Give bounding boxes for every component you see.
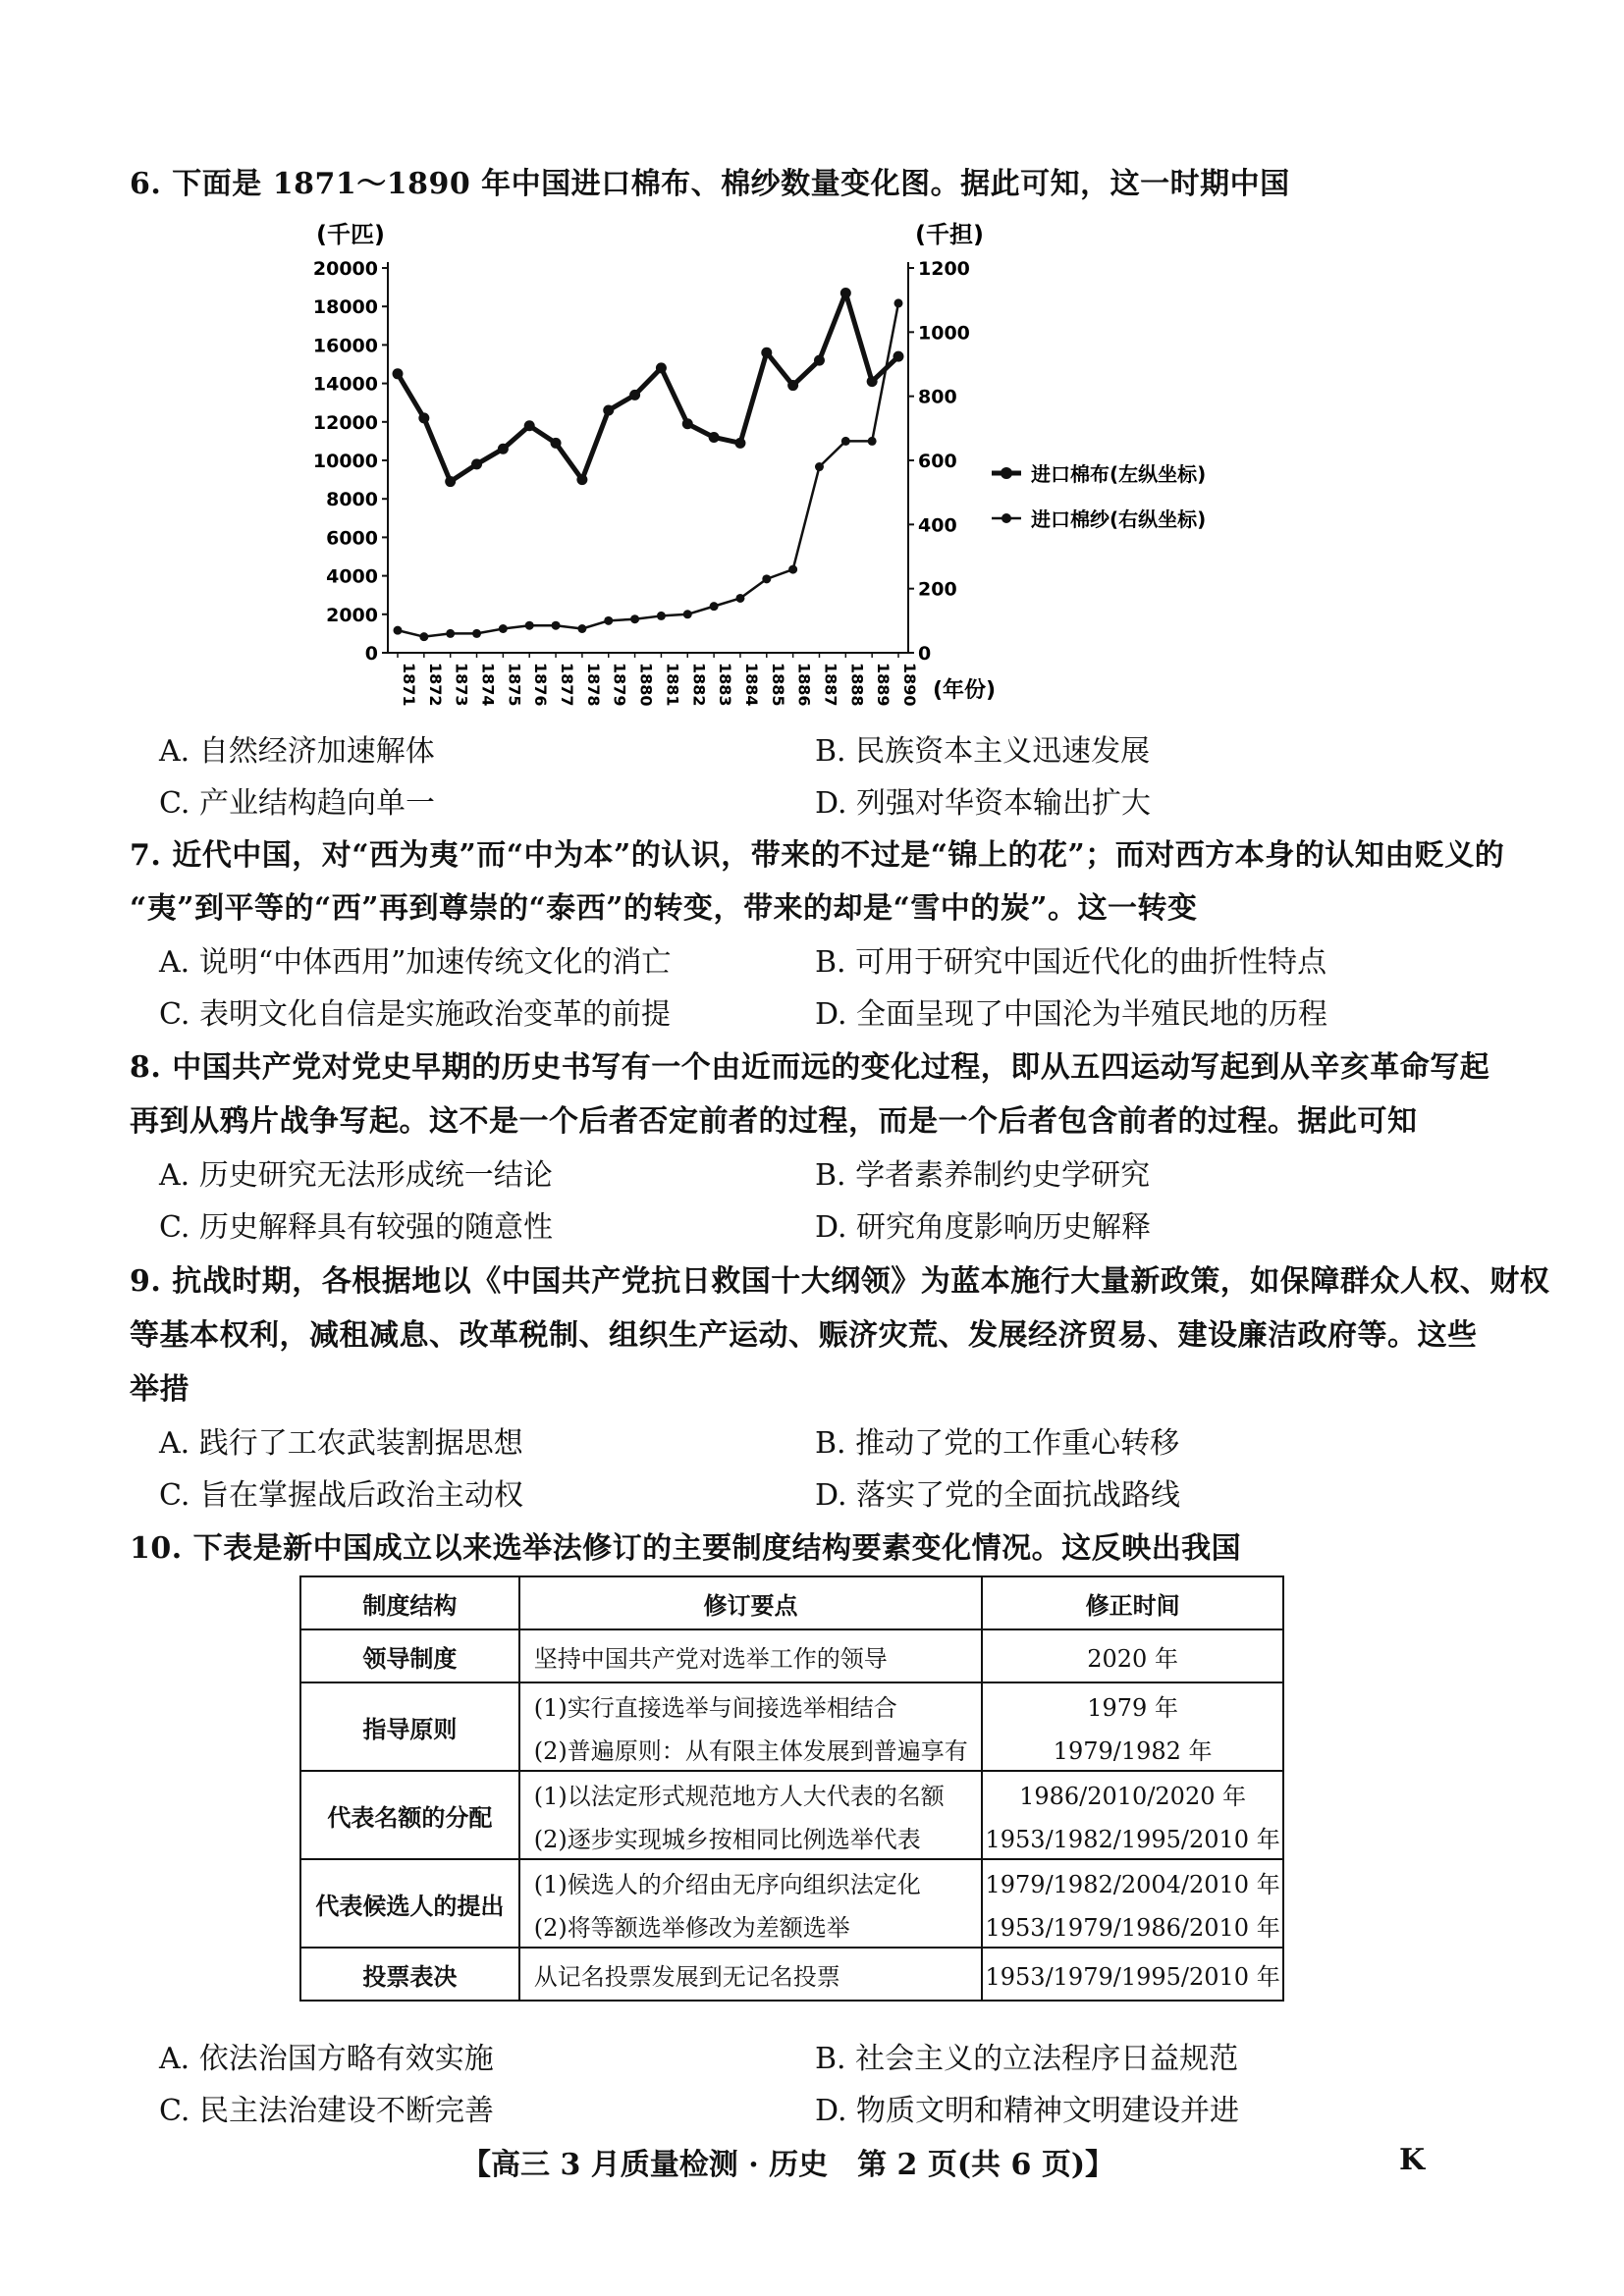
legend-label-cloth: 进口棉布(左纵坐标) — [1031, 462, 1207, 486]
page-footer: 【高三 3 月质量检测 · 历史 第 2 页(共 6 页)】 — [461, 2148, 1115, 2182]
row-point: (2)普遍原则：从有限主体发展到普遍享有 — [533, 1736, 968, 1765]
q9-stem-line-2: 等基本权利，减租减息、改革税制、组织生产运动、赈济灾荒、发展经济贸易、建设廉洁政府等。这些 — [130, 1318, 1478, 1353]
x-tick-label: 1879 — [610, 663, 629, 707]
q6-line-chart — [295, 211, 1276, 726]
x-tick-label: 1876 — [531, 663, 551, 707]
data-point-cloth — [840, 288, 851, 298]
x-tick-label: 1874 — [478, 663, 498, 707]
x-tick-label: 1887 — [821, 663, 840, 707]
data-point-cloth — [471, 458, 482, 469]
right-axis-unit: (千担) — [915, 221, 984, 248]
row-point: (1)以法定形式规范地方人大代表的名额 — [533, 1782, 945, 1810]
right-tick-label: 1000 — [918, 322, 970, 345]
x-tick-label: 1875 — [505, 663, 524, 707]
header-structure: 制度结构 — [300, 1576, 519, 1629]
legend-label-yarn: 进口棉纱(右纵坐标) — [1031, 507, 1207, 531]
x-tick-label: 1873 — [452, 663, 471, 707]
data-point-cloth — [709, 432, 720, 443]
data-point-cloth — [498, 444, 509, 454]
q7-stem-line-1: 7. 近代中国，对“西为夷”而“中为本”的认识，带来的不过是“锦上的花”；而对西方本身的认知由贬义的 — [130, 838, 1505, 873]
data-point-cloth — [524, 420, 535, 431]
data-point-cloth — [734, 438, 745, 449]
q9-option-c[interactable]: C. 旨在掌握战后政治主动权 — [159, 1478, 523, 1513]
x-tick-label: 1880 — [636, 663, 656, 707]
q9-stem-line-3: 举措 — [130, 1372, 189, 1407]
data-point-yarn — [446, 629, 455, 638]
row-point: (2)逐步实现城乡按相同比例选举代表 — [533, 1825, 921, 1853]
x-tick-label: 1878 — [583, 663, 603, 707]
x-tick-label: 1872 — [425, 663, 445, 707]
q6-option-c[interactable]: C. 产业结构趋向单一 — [159, 786, 435, 821]
x-tick-label: 1881 — [663, 663, 682, 707]
data-point-cloth — [418, 412, 429, 423]
x-tick-label: 1890 — [900, 663, 919, 707]
row-point: (1)实行直接选举与间接选举相结合 — [533, 1693, 897, 1722]
data-point-yarn — [868, 437, 877, 446]
x-tick-label: 1885 — [768, 663, 787, 707]
row-time: 1953/1979/1995/2010 年 — [985, 1962, 1280, 1991]
table-header-row — [300, 1576, 1283, 1629]
q7-option-b[interactable]: B. 可用于研究中国近代化的曲折性特点 — [815, 945, 1327, 980]
left-tick-label: 10000 — [312, 451, 378, 472]
data-point-cloth — [682, 418, 693, 429]
data-point-cloth — [576, 474, 587, 485]
data-point-yarn — [525, 621, 534, 630]
election-law-table — [299, 1575, 1284, 2002]
q8-option-a[interactable]: A. 历史研究无法形成统一结论 — [159, 1158, 553, 1193]
right-tick-label: 800 — [918, 386, 957, 408]
q8-option-b[interactable]: B. 学者素养制约史学研究 — [815, 1158, 1151, 1193]
x-tick-label: 1884 — [741, 663, 761, 707]
right-tick-label: 400 — [918, 514, 957, 537]
data-point-yarn — [472, 629, 481, 638]
q8-stem-line-2: 再到从鸦片战争写起。这不是一个后者否定前者的过程，而是一个后者包含前者的过程。据此可知 — [130, 1104, 1418, 1139]
data-point-yarn — [710, 602, 719, 611]
left-tick-label: 12000 — [312, 411, 378, 434]
q7-option-c[interactable]: C. 表明文化自信是实施政治变革的前提 — [159, 997, 671, 1032]
data-point-yarn — [683, 610, 692, 618]
row-point: (2)将等额选举修改为差额选举 — [533, 1913, 850, 1942]
q7-stem-line-2: “夷”到平等的“西”再到尊崇的“泰西”的转变，带来的却是“雪中的炭”。这一转变 — [130, 891, 1198, 926]
table-row — [300, 1948, 1283, 2001]
data-point-yarn — [894, 298, 903, 307]
x-tick-label: 1883 — [716, 663, 735, 707]
right-tick-label: 200 — [918, 578, 957, 601]
data-point-yarn — [657, 612, 666, 620]
x-tick-label: 1882 — [689, 663, 709, 707]
legend-marker-cloth — [1001, 467, 1012, 479]
data-point-yarn — [762, 574, 771, 583]
row-structure: 代表候选人的提出 — [300, 1859, 519, 1948]
data-point-yarn — [841, 437, 850, 446]
table-row — [300, 1682, 1283, 1771]
header-time: 修正时间 — [982, 1576, 1283, 1629]
q10-option-b[interactable]: B. 社会主义的立法程序日益规范 — [815, 2042, 1239, 2076]
series-line-cloth — [398, 293, 898, 481]
q7-option-a[interactable]: A. 说明“中体西用”加速传统文化的消亡 — [159, 945, 672, 980]
q10-option-d[interactable]: D. 物质文明和精神文明建设并进 — [815, 2094, 1240, 2128]
row-time: 1979/1982/2004/2010 年 — [985, 1870, 1280, 1898]
row-structure: 投票表决 — [300, 1948, 519, 2001]
legend-marker-yarn — [1001, 513, 1011, 523]
data-point-cloth — [393, 368, 404, 379]
row-time: 1979 年 — [1087, 1693, 1178, 1722]
data-point-cloth — [761, 347, 772, 358]
data-point-cloth — [629, 390, 640, 400]
left-axis-unit: (千匹) — [316, 221, 385, 248]
row-point: (1)候选人的介绍由无序向组织法定化 — [533, 1870, 921, 1898]
x-tick-label: 1877 — [558, 663, 577, 707]
page-corner-mark: K — [1399, 2143, 1426, 2177]
left-tick-label: 4000 — [326, 565, 378, 588]
q9-option-a[interactable]: A. 践行了工农武装割据思想 — [159, 1426, 523, 1461]
row-point: 坚持中国共产党对选举工作的领导 — [533, 1644, 888, 1673]
data-point-yarn — [394, 626, 403, 635]
q9-option-b[interactable]: B. 推动了党的工作重心转移 — [815, 1426, 1180, 1461]
q6-stem: 6. 下面是 1871～1890 年中国进口棉布、棉纱数量变化图。据此可知，这一时期中国 — [130, 167, 1290, 201]
data-point-yarn — [735, 594, 744, 603]
data-point-cloth — [445, 476, 456, 487]
left-tick-label: 18000 — [312, 296, 378, 319]
q7-option-d[interactable]: D. 全面呈现了中国沦为半殖民地的历程 — [815, 997, 1328, 1032]
x-tick-label: 1888 — [847, 663, 867, 707]
left-tick-label: 20000 — [312, 258, 378, 280]
data-point-cloth — [603, 405, 614, 416]
data-point-yarn — [552, 621, 561, 630]
row-time: 1979/1982 年 — [1053, 1736, 1213, 1765]
row-time: 1953/1982/1995/2010 年 — [985, 1825, 1280, 1853]
x-axis-label: (年份) — [933, 678, 997, 703]
q8-option-c[interactable]: C. 历史解释具有较强的随意性 — [159, 1210, 553, 1245]
right-tick-label: 0 — [918, 643, 932, 665]
right-tick-label: 600 — [918, 451, 957, 472]
q6-option-a[interactable]: A. 自然经济加速解体 — [159, 734, 435, 769]
row-structure: 代表名额的分配 — [300, 1771, 519, 1859]
row-structure: 指导原则 — [300, 1682, 519, 1771]
data-point-yarn — [788, 565, 797, 574]
data-point-cloth — [551, 438, 562, 449]
row-point: 从记名投票发展到无记名投票 — [533, 1962, 840, 1991]
data-point-yarn — [604, 616, 613, 625]
q10-option-c[interactable]: C. 民主法治建设不断完善 — [159, 2094, 494, 2128]
right-tick-label: 1200 — [918, 258, 970, 280]
data-point-yarn — [815, 462, 824, 471]
left-tick-label: 2000 — [326, 604, 378, 626]
row-time: 1986/2010/2020 年 — [1019, 1782, 1247, 1810]
row-time: 2020 年 — [1087, 1644, 1178, 1673]
q9-stem-line-1: 9. 抗战时期，各根据地以《中国共产党抗日救国十大纲领》为蓝本施行大量新政策，如保障群众人权、财权 — [130, 1264, 1550, 1299]
data-point-cloth — [656, 362, 667, 373]
q8-option-d[interactable]: D. 研究角度影响历史解释 — [815, 1210, 1152, 1245]
q10-stem: 10. 下表是新中国成立以来选举法修订的主要制度结构要素变化情况。这反映出我国 — [130, 1531, 1242, 1566]
data-point-yarn — [630, 614, 639, 623]
row-time: 1953/1979/1986/2010 年 — [985, 1913, 1280, 1942]
x-tick-label: 1889 — [874, 663, 893, 707]
left-tick-label: 0 — [364, 643, 378, 665]
left-tick-label: 6000 — [326, 527, 378, 550]
q9-option-d[interactable]: D. 落实了党的全面抗战路线 — [815, 1478, 1181, 1513]
left-tick-label: 8000 — [326, 489, 378, 511]
table-row — [300, 1771, 1283, 1859]
data-point-yarn — [499, 624, 508, 633]
row-structure: 领导制度 — [300, 1629, 519, 1682]
q8-stem-line-1: 8. 中国共产党对党史早期的历史书写有一个由近而远的变化过程，即从五四运动写起到从辛亥革命写起 — [130, 1050, 1490, 1085]
data-point-cloth — [867, 376, 878, 387]
data-point-yarn — [577, 624, 586, 633]
data-point-yarn — [419, 632, 428, 641]
q10-option-a[interactable]: A. 依法治国方略有效实施 — [159, 2042, 494, 2076]
x-tick-label: 1886 — [794, 663, 814, 707]
left-tick-label: 14000 — [312, 373, 378, 396]
data-point-cloth — [893, 351, 904, 362]
left-tick-label: 16000 — [312, 335, 378, 357]
q6-option-b[interactable]: B. 民族资本主义迅速发展 — [815, 734, 1151, 769]
q6-option-d[interactable]: D. 列强对华资本输出扩大 — [815, 786, 1152, 821]
data-point-cloth — [787, 380, 798, 391]
table-row — [300, 1859, 1283, 1948]
table-row — [300, 1629, 1283, 1682]
header-points: 修订要点 — [519, 1576, 982, 1629]
x-tick-label: 1871 — [400, 663, 418, 707]
data-point-cloth — [814, 355, 825, 366]
